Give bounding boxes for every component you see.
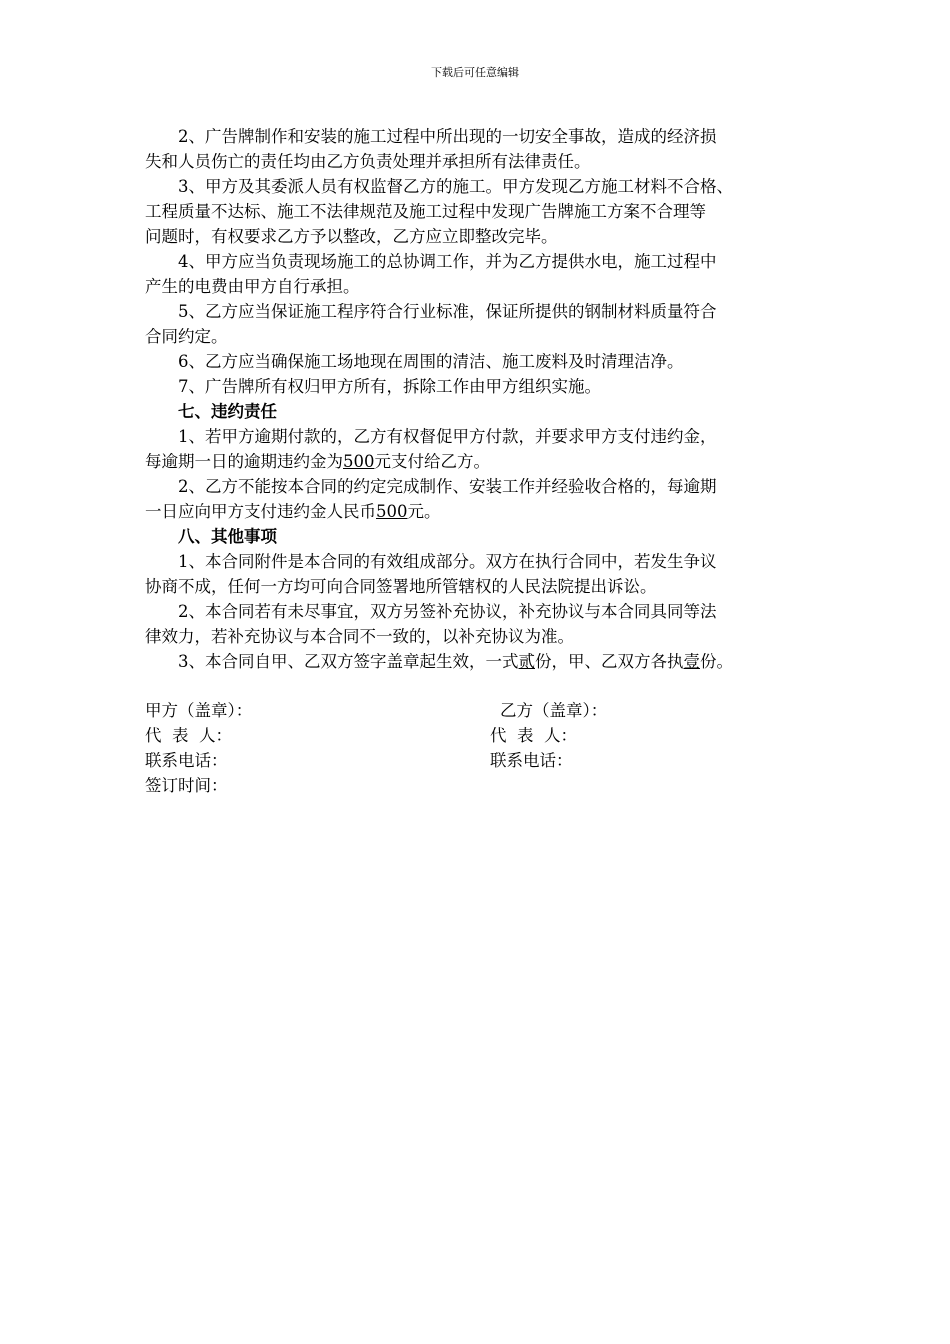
clause-6-4-cont: 产生的电费由甲方自行承担。	[145, 277, 360, 296]
clause-8-3-text: 3、本合同自甲、乙双方签字盖章起生效，一式	[178, 652, 519, 671]
clause-6-5: 5、乙方应当保证施工程序符合行业标准，保证所提供的钢制材料质量符合	[178, 302, 717, 321]
clause-6-5-cont: 合同约定。	[145, 327, 228, 346]
clause-6-3: 3、甲方及其委派人员有权监督乙方的施工。甲方发现乙方施工材料不合格、	[178, 177, 733, 196]
copies-each: 壹	[683, 652, 700, 671]
clause-7-1-cont	[145, 449, 810, 474]
party-a-seal-label: 甲方（盖章）：	[145, 701, 253, 720]
signature-row-phone	[145, 748, 810, 773]
clause-8-3-text-mid: 份，甲、乙双方各执	[535, 652, 684, 671]
signature-row-date	[145, 773, 810, 798]
clause-8-2-cont: 律效力，若补充协议与本合同不一致的，以补充协议为准。	[145, 627, 574, 646]
clause-7-2-cont	[145, 499, 810, 524]
clause-7-1-text-end: 元支付给乙方。	[374, 452, 490, 471]
section-8-heading: 八、其他事项	[178, 527, 277, 546]
penalty-amount-2: 500	[376, 502, 408, 521]
clause-8-1: 1、本合同附件是本合同的有效组成部分。双方在执行合同中，若发生争议	[178, 552, 717, 571]
clause-7-2-text: 一日应向甲方支付违约金人民币	[145, 502, 376, 521]
clause-6-4: 4、甲方应当负责现场施工的总协调工作，并为乙方提供水电，施工过程中	[178, 252, 717, 271]
clause-7-1: 1、若甲方逾期付款的，乙方有权督促甲方付款，并要求甲方支付违约金，	[178, 427, 717, 446]
party-a-rep-label: 代 表 人：	[145, 726, 232, 745]
clause-6-3-cont: 工程质量不达标、施工不法律规范及施工过程中发现广告牌施工方案不合理等	[145, 202, 706, 221]
clause-7-1-text: 每逾期一日的逾期违约金为	[145, 452, 343, 471]
page-header-note: 下载后可任意编辑	[431, 66, 519, 79]
clause-6-2: 2、广告牌制作和安装的施工过程中所出现的一切安全事故，造成的经济损	[178, 127, 717, 146]
contract-body	[145, 124, 810, 674]
party-b-seal-label: 乙方（盖章）：	[500, 701, 608, 720]
clause-6-3-cont2: 问题时，有权要求乙方予以整改，乙方应立即整改完毕。	[145, 227, 558, 246]
sign-date-label: 签订时间：	[145, 776, 228, 795]
copies-total: 贰	[518, 652, 535, 671]
clause-7-2: 2、乙方不能按本合同的约定完成制作、安装工作并经验收合格的，每逾期	[178, 477, 717, 496]
clause-8-1-cont: 协商不成，任何一方均可向合同签署地所管辖权的人民法院提出诉讼。	[145, 577, 657, 596]
party-b-phone-label: 联系电话：	[490, 751, 573, 770]
party-b-rep-label: 代 表 人：	[490, 726, 577, 745]
clause-6-2-cont: 失和人员伤亡的责任均由乙方负责处理并承担所有法律责任。	[145, 152, 591, 171]
clause-8-3-text-end: 份。	[700, 652, 733, 671]
clause-8-3	[145, 649, 810, 674]
penalty-amount: 500	[343, 452, 375, 471]
clause-7-2-text-end: 元。	[407, 502, 441, 521]
signature-block	[145, 698, 810, 798]
clause-6-6: 6、乙方应当确保施工场地现在周围的清洁、施工废料及时清理洁净。	[178, 352, 684, 371]
section-7-heading: 七、违约责任	[178, 402, 277, 421]
clause-6-7: 7、广告牌所有权归甲方所有，拆除工作由甲方组织实施。	[178, 377, 601, 396]
signature-row-seal	[145, 698, 810, 723]
clause-8-2: 2、本合同若有未尽事宜，双方另签补充协议，补充协议与本合同具同等法	[178, 602, 717, 621]
signature-row-representative	[145, 723, 810, 748]
party-a-phone-label: 联系电话：	[145, 751, 228, 770]
